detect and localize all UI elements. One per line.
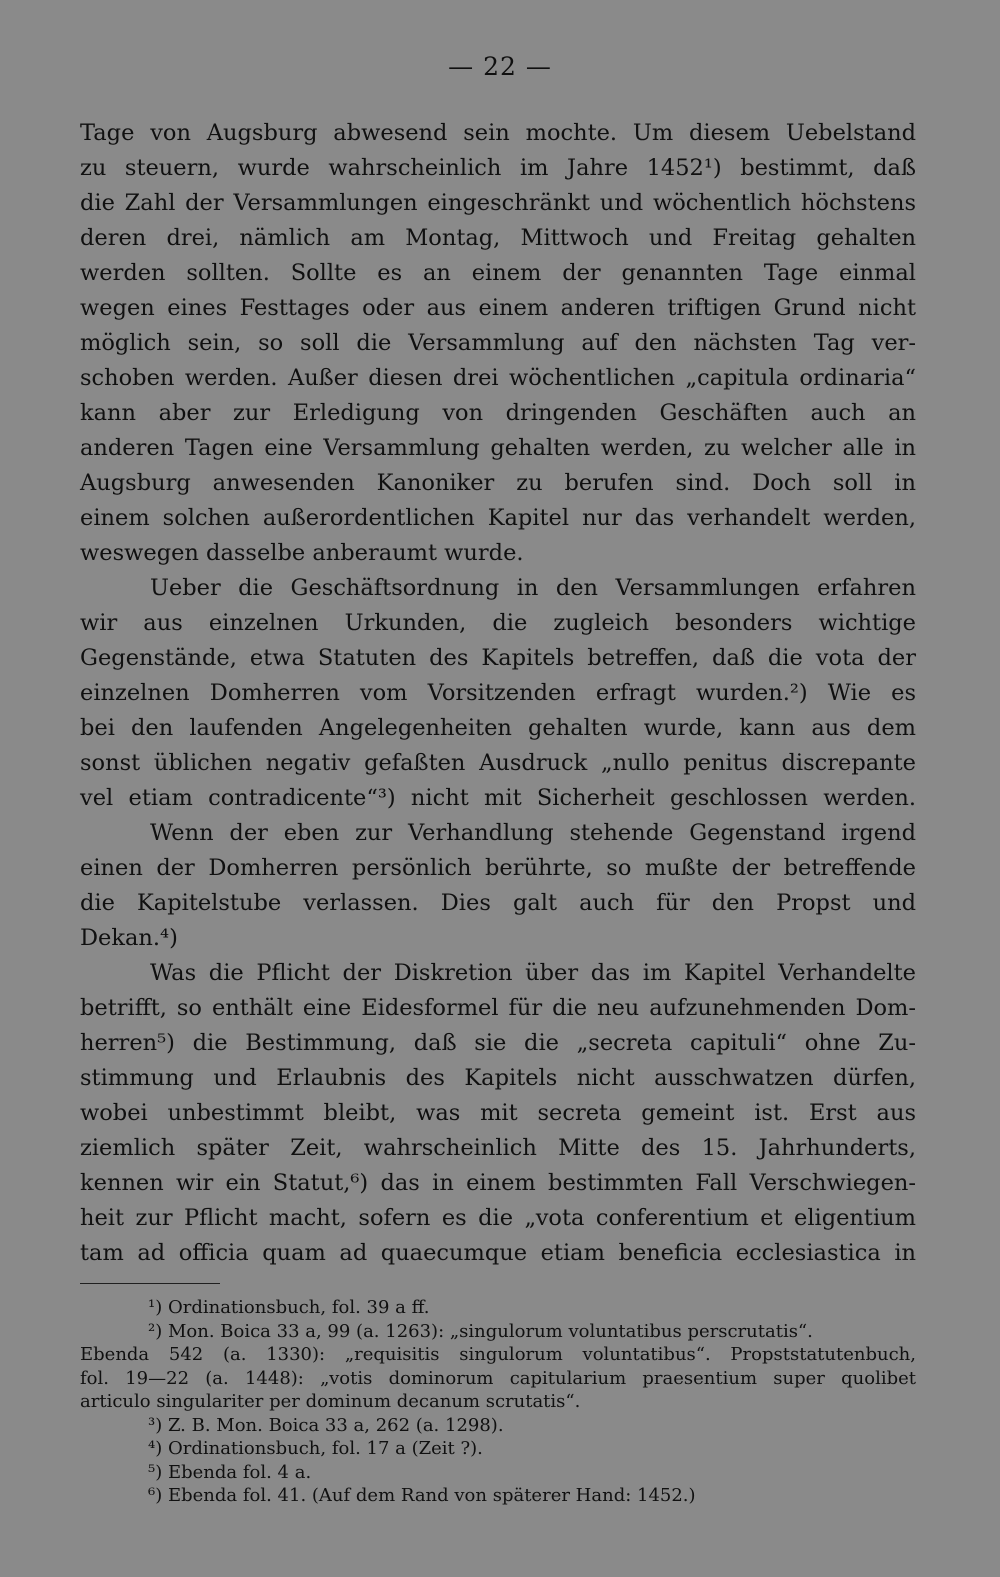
text-line: schoben werden. Außer diesen drei wöchentlichen „capitula ordinaria“ bbox=[80, 365, 916, 391]
body-text bbox=[80, 116, 916, 1271]
text-line: heit zur Pflicht macht, sofern es die „vota conferentium et eligentium bbox=[80, 1205, 916, 1231]
footnote-line: Ebenda 542 (a. 1330): „requisitis singulorum voluntatibus“. Propststatutenbuch, bbox=[80, 1344, 916, 1365]
footnote-line: fol. 19—22 (a. 1448): „votis dominorum capitularium praesentium super quolibet bbox=[80, 1367, 916, 1389]
footnote-line: ⁴) Ordinationsbuch, fol. 17 a (Zeit ?). bbox=[148, 1438, 483, 1459]
text-line: kennen wir ein Statut,⁶) das in einem bestimmten Fall Verschwiegen- bbox=[80, 1170, 916, 1196]
text-line: tam ad officia quam ad quaecumque etiam beneficia ecclesiastica in bbox=[80, 1240, 916, 1266]
text-line: bei den laufenden Angelegenheiten gehalten wurde, kann aus dem bbox=[80, 715, 916, 741]
text-line: zu steuern, wurde wahrscheinlich im Jahre 1452¹) bestimmt, daß bbox=[80, 155, 916, 181]
text-line: sonst üblichen negativ gefaßten Ausdruck „nullo penitus discrepante bbox=[80, 750, 916, 776]
text-line: Augsburg anwesenden Kanoniker zu berufen sind. Doch soll in bbox=[80, 470, 916, 496]
text-line: Dekan.⁴) bbox=[80, 925, 178, 951]
text-line: herren⁵) die Bestimmung, daß sie die „secreta capituli“ ohne Zu- bbox=[80, 1030, 916, 1056]
text-line: die Kapitelstube verlassen. Dies galt auch für den Propst und bbox=[80, 890, 916, 916]
text-line: möglich sein, so soll die Versammlung auf den nächsten Tag ver- bbox=[80, 330, 916, 356]
footnote-line: ⁵) Ebenda fol. 4 a. bbox=[148, 1461, 312, 1483]
footnote-line: ⁶) Ebenda fol. 41. (Auf dem Rand von späterer Hand: 1452.) bbox=[148, 1485, 696, 1506]
footnote-line: ¹) Ordinationsbuch, fol. 39 a ff. bbox=[148, 1297, 430, 1318]
text-line: einen der Domherren persönlich berührte, so mußte der betreffende bbox=[80, 855, 916, 881]
text-line: wir aus einzelnen Urkunden, die zugleich besonders wichtige bbox=[80, 610, 916, 636]
text-line: Gegenstände, etwa Statuten des Kapitels betreffen, daß die vota der bbox=[80, 645, 916, 671]
text-line: stimmung und Erlaubnis des Kapitels nicht ausschwatzen dürfen, bbox=[80, 1065, 916, 1091]
text-line: wegen eines Festtages oder aus einem anderen triftigen Grund nicht bbox=[80, 295, 916, 321]
text-line: Tage von Augsburg abwesend sein mochte. Um diesem Uebelstand bbox=[80, 120, 916, 146]
text-line: werden sollten. Sollte es an einem der genannten Tage einmal bbox=[80, 260, 916, 286]
text-line: anderen Tagen eine Versammlung gehalten werden, zu welcher alle in bbox=[80, 435, 916, 461]
footnote-line: ³) Z. B. Mon. Boica 33 a, 262 (a. 1298). bbox=[148, 1414, 504, 1436]
text-line: betrifft, so enthält eine Eidesformel für die neu aufzunehmenden Dom- bbox=[80, 995, 916, 1021]
text-line: ziemlich später Zeit, wahrscheinlich Mitte des 15. Jahrhunderts, bbox=[80, 1135, 916, 1161]
text-line: vel etiam contradicente“³) nicht mit Sicherheit geschlossen werden. bbox=[80, 785, 916, 811]
text-line: einem solchen außerordentlichen Kapitel nur das verhandelt werden, bbox=[80, 505, 916, 531]
text-line: die Zahl der Versammlungen eingeschränkt und wöchentlich höchstens bbox=[80, 190, 916, 216]
footnotes bbox=[80, 1296, 916, 1508]
text-line: einzelnen Domherren vom Vorsitzenden erfragt wurden.²) Wie es bbox=[80, 680, 916, 706]
text-line: Was die Pflicht der Diskretion über das im Kapitel Verhandelte bbox=[150, 960, 916, 986]
text-line: weswegen dasselbe anberaumt wurde. bbox=[80, 540, 524, 566]
footnote-line: articulo singulariter per dominum decanum scrutatis“. bbox=[80, 1391, 581, 1412]
page-number: — 22 — bbox=[448, 52, 552, 81]
text-line: kann aber zur Erledigung von dringenden Geschäften auch an bbox=[80, 400, 916, 426]
text-line: Wenn der eben zur Verhandlung stehende Gegenstand irgend bbox=[150, 820, 916, 846]
footnote-separator bbox=[80, 1283, 220, 1284]
text-line: Ueber die Geschäftsordnung in den Versammlungen erfahren bbox=[150, 575, 916, 601]
text-line: deren drei, nämlich am Montag, Mittwoch und Freitag gehalten bbox=[80, 225, 916, 251]
text-line: wobei unbestimmt bleibt, was mit secreta gemeint ist. Erst aus bbox=[80, 1100, 916, 1126]
footnote-line: ²) Mon. Boica 33 a, 99 (a. 1263): „singulorum voluntatibus perscrutatis“. bbox=[148, 1320, 813, 1342]
